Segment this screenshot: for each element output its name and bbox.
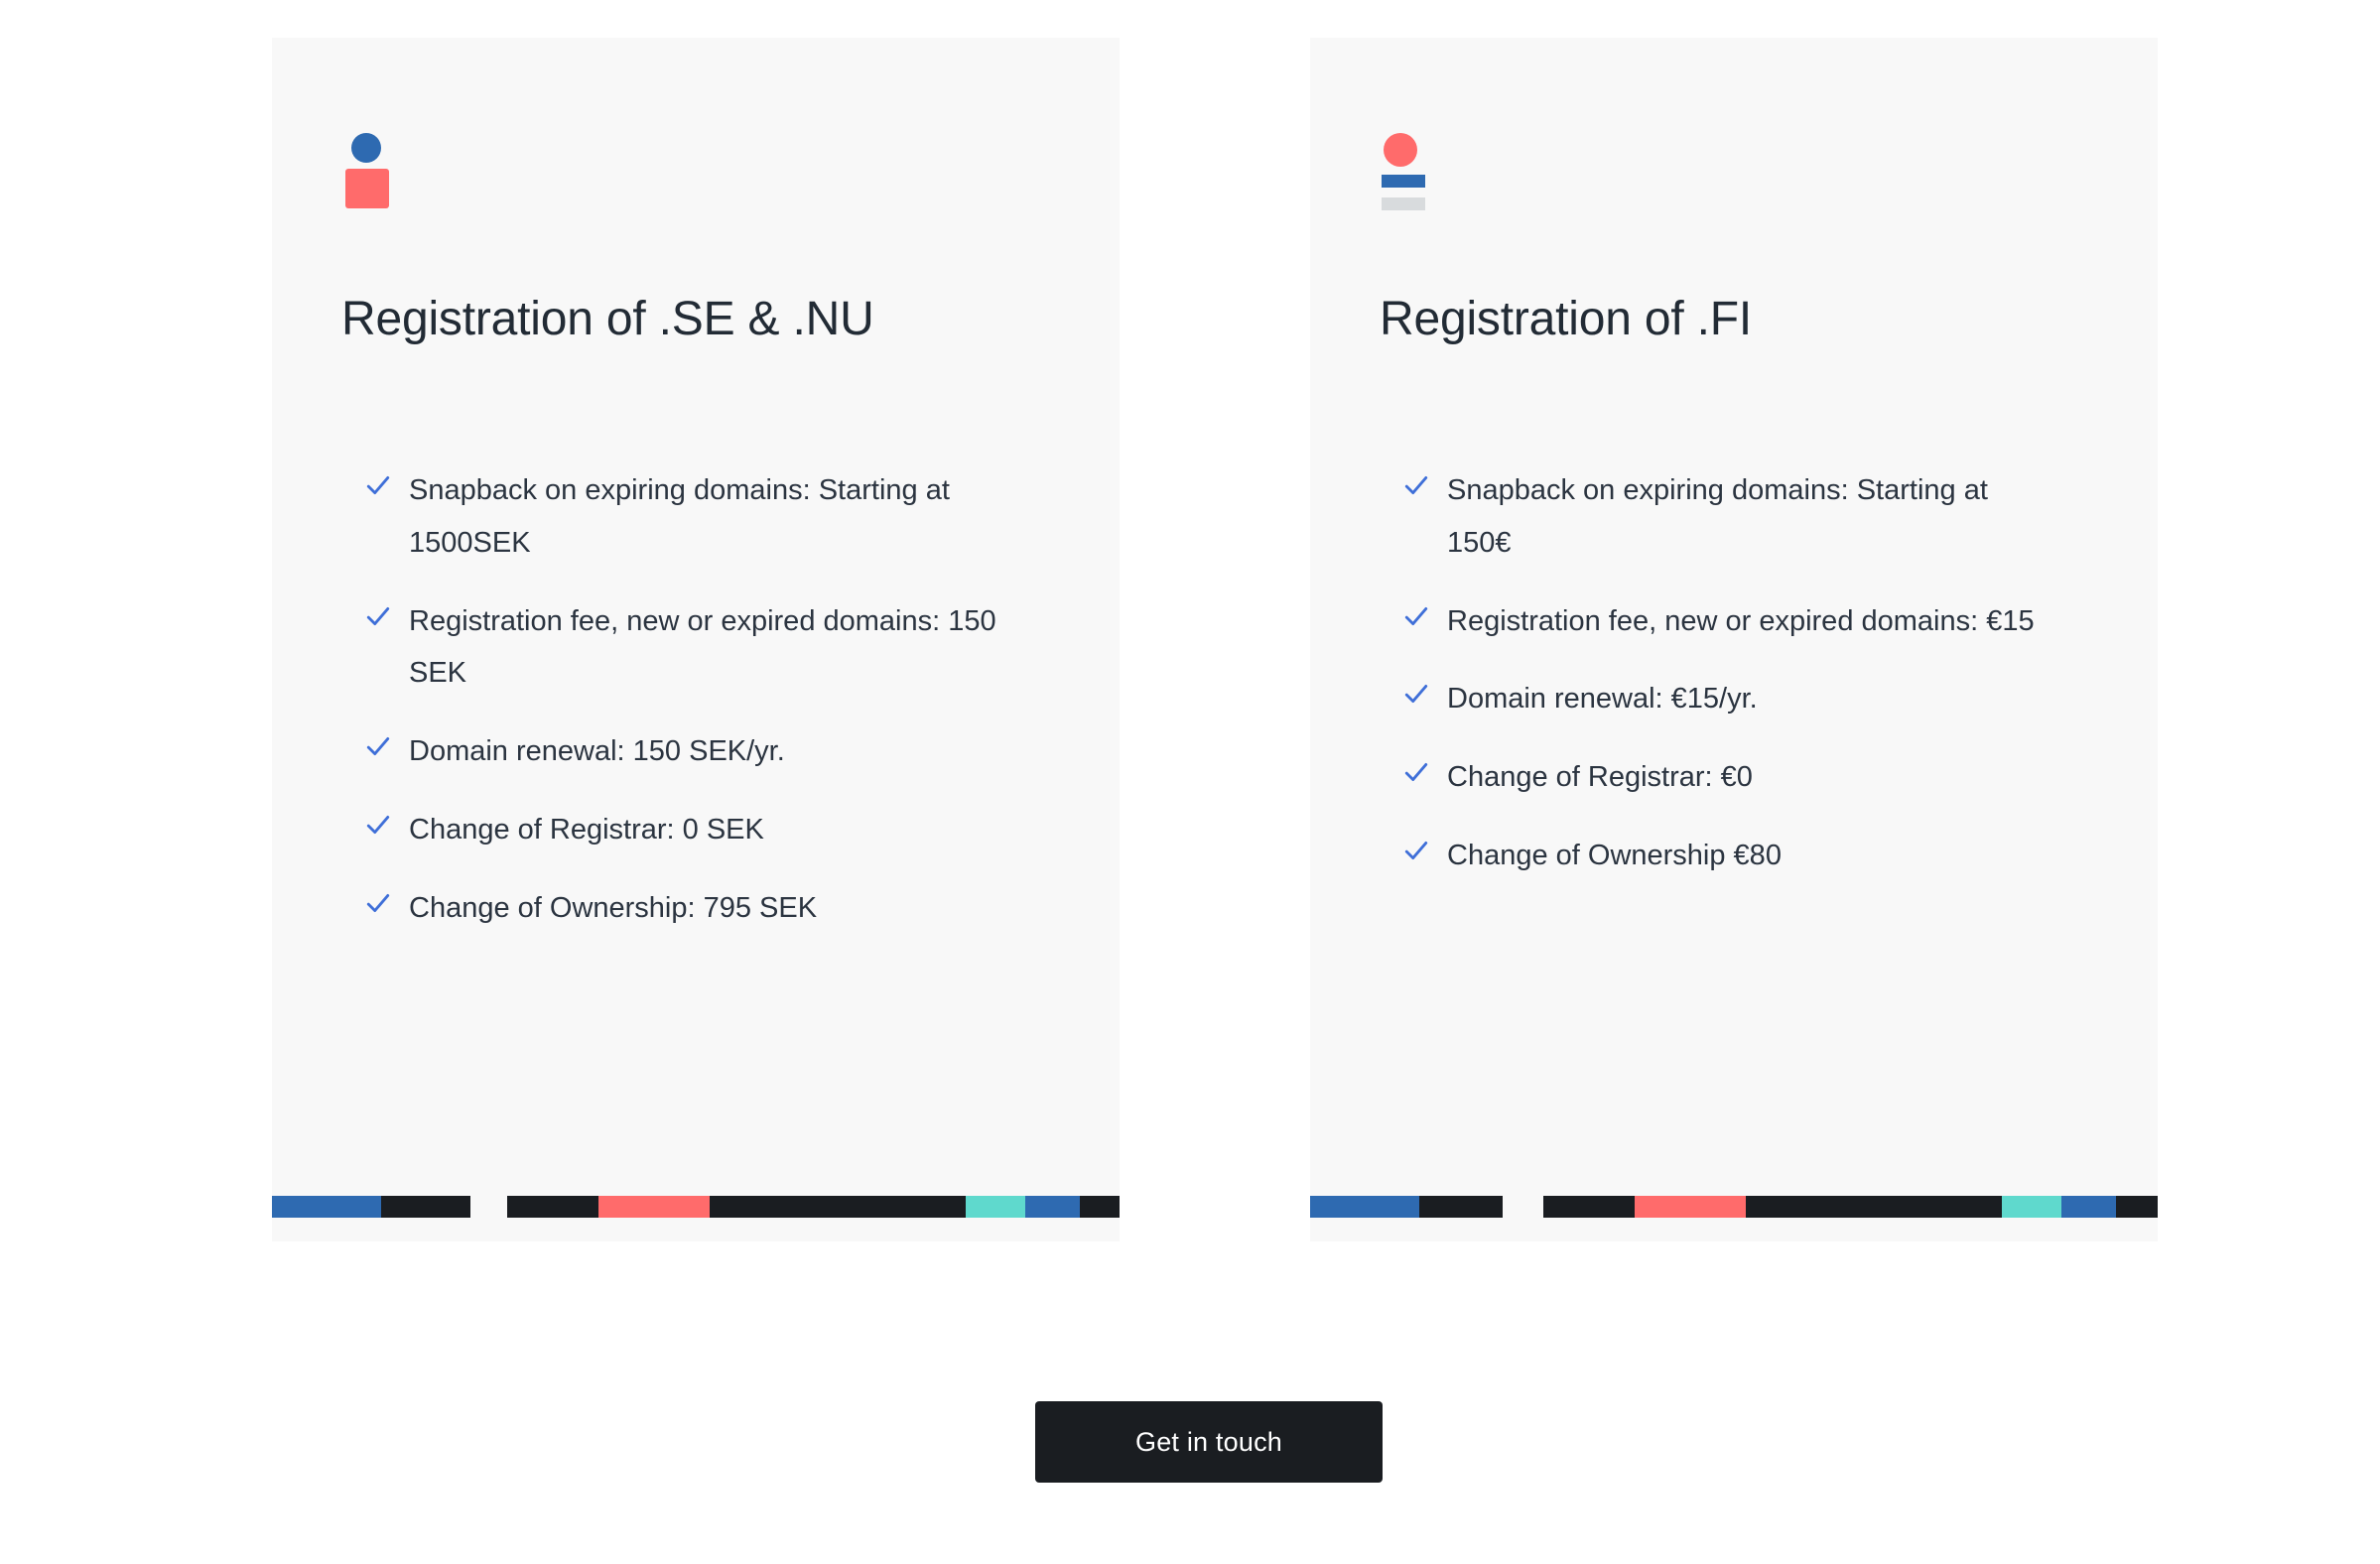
circle-shape (1384, 133, 1417, 167)
list-item (337, 464, 1012, 570)
stripe-segment (1419, 1196, 1503, 1218)
stripe-segment (272, 1196, 381, 1218)
check-icon (365, 472, 391, 498)
stripe-segment (1543, 1196, 1635, 1218)
list-item (337, 804, 1012, 856)
check-icon (1403, 681, 1429, 707)
list-item (337, 882, 1012, 935)
fi-domain-icon (1382, 133, 1471, 232)
circle-shape (351, 133, 381, 163)
check-icon (1403, 472, 1429, 498)
stripe-segment (710, 1196, 966, 1218)
bar-shape-blue (1382, 175, 1425, 188)
feature-text: Change of Registrar: €0 (1447, 761, 1753, 794)
stripe-segment (1635, 1196, 1746, 1218)
stripe-segment (2061, 1196, 2116, 1218)
card-title: Registration of .SE & .NU (341, 293, 874, 345)
bar-shape-grey (1382, 197, 1425, 210)
list-item (1376, 464, 2050, 570)
check-icon (365, 733, 391, 759)
check-icon (1403, 759, 1429, 785)
get-in-touch-button[interactable]: Get in touch (1035, 1401, 1383, 1483)
feature-text: Change of Ownership €80 (1447, 839, 1782, 871)
check-icon (1403, 603, 1429, 629)
card-title-wrapper (1380, 291, 2118, 348)
square-shape (345, 169, 389, 208)
stripe-group-right (507, 1196, 1120, 1218)
check-icon (365, 603, 391, 629)
list-item (1376, 830, 2050, 882)
feature-text: Change of Ownership: 795 SEK (409, 891, 818, 924)
stripe-segment (1080, 1196, 1120, 1218)
feature-text: Domain renewal: 150 SEK/yr. (409, 735, 785, 768)
stripe-segment (2116, 1196, 2158, 1218)
list-item (1376, 595, 2050, 648)
decorative-stripes (1310, 1196, 2158, 1218)
list-item (337, 595, 1012, 701)
feature-text: Registration fee, new or expired domains: 150 SEK (409, 604, 996, 690)
stripe-segment (507, 1196, 598, 1218)
stripe-group-left (272, 1196, 470, 1218)
stripe-segment (2002, 1196, 2061, 1218)
check-icon (365, 890, 391, 916)
card-title-wrapper (341, 291, 1080, 348)
stripe-group-left (1310, 1196, 1503, 1218)
stripe-segment (1310, 1196, 1419, 1218)
check-icon (365, 812, 391, 838)
stripe-segment (966, 1196, 1025, 1218)
feature-text: Registration fee, new or expired domains: €15 (1447, 604, 2035, 637)
stripe-segment (1746, 1196, 2002, 1218)
list-item (1376, 751, 2050, 804)
pricing-card-fi (1310, 38, 2158, 1241)
check-icon (1403, 838, 1429, 863)
card-title: Registration of .FI (1380, 293, 1753, 345)
stripe-segment (1025, 1196, 1080, 1218)
feature-text: Snapback on expiring domains: Starting at 150€ (1447, 474, 1988, 559)
feature-list (1376, 464, 2098, 908)
stripe-group-right (1543, 1196, 2158, 1218)
decorative-stripes (272, 1196, 1120, 1218)
stripe-segment (381, 1196, 470, 1218)
stripe-segment (598, 1196, 710, 1218)
se-domain-icon (343, 133, 433, 232)
list-item (337, 725, 1012, 778)
feature-text: Snapback on expiring domains: Starting at 1500SEK (409, 474, 950, 559)
pricing-card-se-nu (272, 38, 1120, 1241)
list-item (1376, 673, 2050, 725)
feature-text: Domain renewal: €15/yr. (1447, 683, 1758, 716)
feature-text: Change of Registrar: 0 SEK (409, 813, 764, 846)
feature-list (337, 464, 1060, 960)
